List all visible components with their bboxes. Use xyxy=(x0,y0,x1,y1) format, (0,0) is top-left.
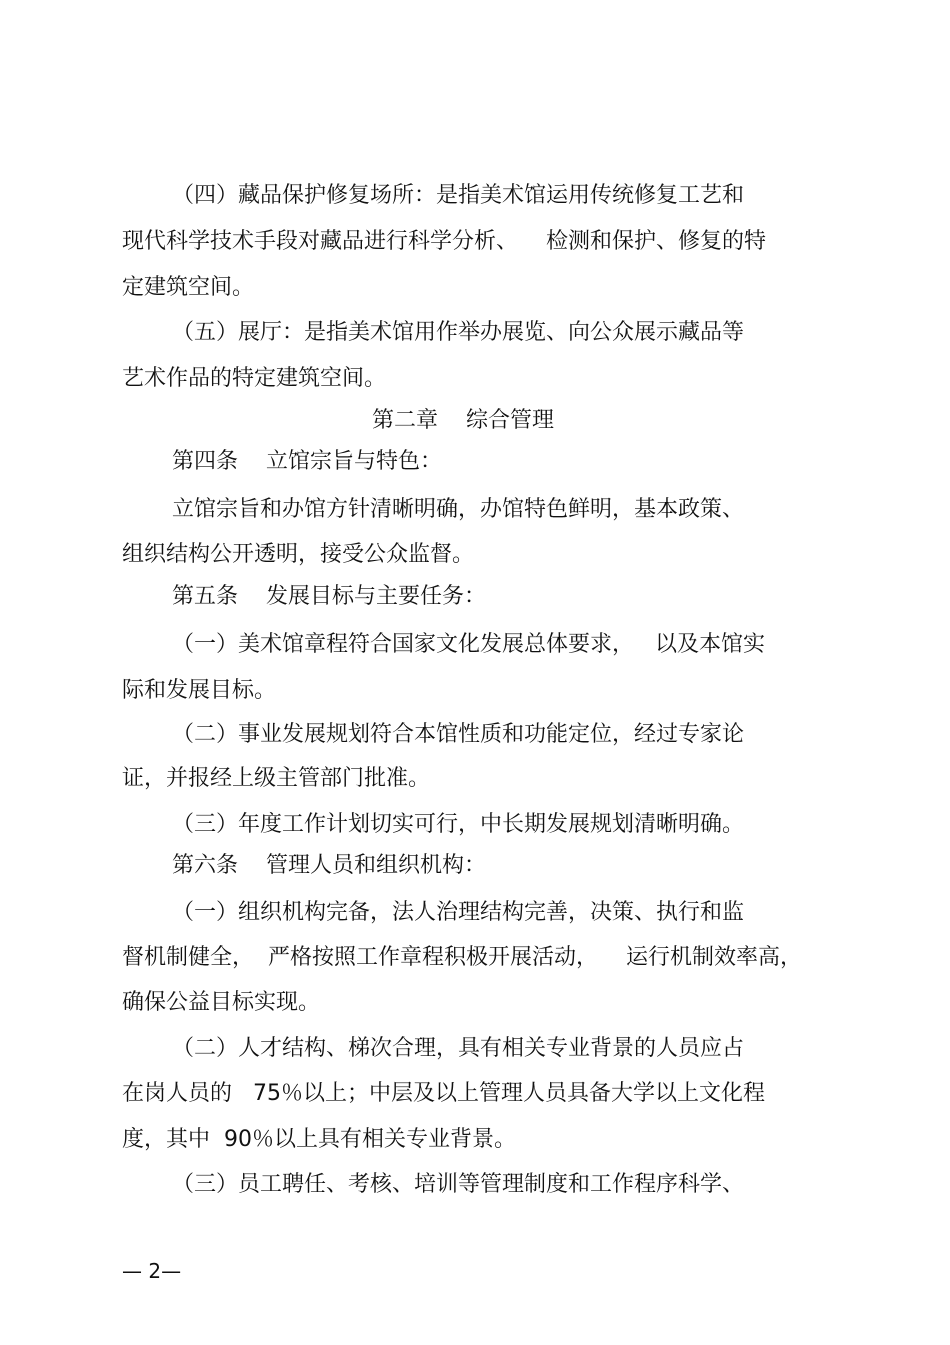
paragraph-line-2: 现代科学技术手段对藏品进行科学分析、 检测和保护、修复的特 xyxy=(122,229,766,254)
paragraph-line-12: （三）年度工作计划切实可行，中长期发展规划清晰明确。 xyxy=(172,812,745,837)
paragraph-line-18: 度，其中 90％以上具有相关专业背景。 xyxy=(122,1127,516,1152)
paragraph-line-17: 在岗人员的 75％以上；中层及以上管理人员具备大学以上文化程 xyxy=(122,1081,765,1106)
paragraph-line-10: （二）事业发展规划符合本馆性质和功能定位，经过专家论 xyxy=(172,722,745,747)
paragraph-line-7: 组织结构公开透明，接受公众监督。 xyxy=(122,542,475,567)
article-heading-4: 第四条 立馆宗旨与特色： xyxy=(172,449,442,474)
paragraph-line-11: 证，并报经上级主管部门批准。 xyxy=(122,766,431,791)
paragraph-line-15: 确保公益目标实现。 xyxy=(122,990,321,1015)
paragraph-line-3: 定建筑空间。 xyxy=(122,275,255,300)
chapter-heading: 第二章 综合管理 xyxy=(372,408,554,433)
article-heading-6: 第六条 管理人员和组织机构： xyxy=(172,853,486,878)
paragraph-line-9: 际和发展目标。 xyxy=(122,678,277,703)
paragraph-line-19: （三）员工聘任、考核、培训等管理制度和工作程序科学、 xyxy=(172,1172,745,1197)
paragraph-line-16: （二）人才结构、梯次合理，具有相关专业背景的人员应占 xyxy=(172,1036,745,1061)
paragraph-line-6: 立馆宗旨和办馆方针清晰明确，办馆特色鲜明，基本政策、 xyxy=(172,497,745,522)
paragraph-line-1: （四）藏品保护修复场所：是指美术馆运用传统修复工艺和 xyxy=(172,183,745,208)
page-number: — 2— xyxy=(122,1259,182,1283)
paragraph-line-14: 督机制健全， 严格按照工作章程积极开展活动， 运行机制效率高， xyxy=(122,945,802,970)
paragraph-line-4: （五）展厅：是指美术馆用作举办展览、向公众展示藏品等 xyxy=(172,320,745,345)
paragraph-line-13: （一）组织机构完备，法人治理结构完善，决策、执行和监 xyxy=(172,900,745,925)
paragraph-line-8: （一）美术馆章程符合国家文化发展总体要求， 以及本馆实 xyxy=(172,632,765,657)
paragraph-line-5: 艺术作品的特定建筑空间。 xyxy=(122,366,387,391)
article-heading-5: 第五条 发展目标与主要任务： xyxy=(172,584,486,609)
